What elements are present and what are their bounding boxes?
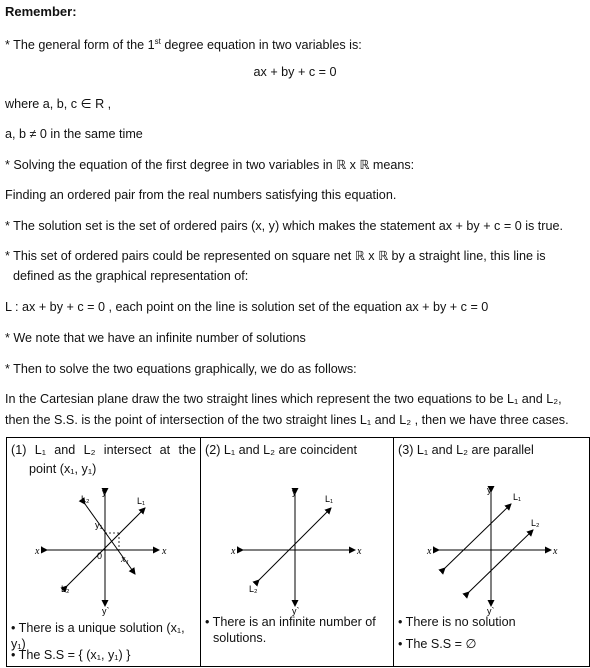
graphical-method-text: * Then to solve the two equations graphically, we do as follows:: [5, 362, 357, 376]
coefficients-domain-text: where a, b, c ∈ R ,: [5, 97, 112, 111]
line-l1: [445, 504, 511, 568]
square-net-text-line1: * This set of ordered pairs could be represented on square net ℝ x ℝ by a straight line, this line is: [5, 249, 546, 263]
case3-bullet-none: • There is no solution: [398, 615, 516, 629]
case3-heading: (3) L₁ and L₂ are parallel: [398, 443, 534, 457]
x-axis-label: x: [553, 546, 558, 557]
coefficients-condition-text: a, b ≠ 0 in the same time: [5, 127, 143, 141]
l2-label-bottom: L₂: [61, 584, 70, 594]
y-neg-axis-label: y`: [487, 606, 495, 616]
line-definition-text: L : ax + by + c = 0 , each point on the line is solution set of the equation ax + by + c = 0: [5, 300, 489, 314]
y-neg-axis-label: y`: [292, 606, 300, 616]
general-form-text: * The general form of the 1st degree equation in two variables is:: [5, 37, 362, 53]
general-equation: ax + by + c = 0: [253, 65, 337, 79]
line-l1: [67, 508, 145, 586]
y-axis-label: y: [487, 485, 492, 495]
l2-label: L₂: [531, 518, 540, 528]
square-net-text-line2: defined as the graphical representation of:: [13, 269, 249, 283]
l2-label-top: L₂: [81, 494, 90, 504]
x-axis-label: x: [357, 546, 362, 557]
ordered-pair-text: Finding an ordered pair from the real numbers satisfying this equation.: [5, 188, 397, 202]
solution-set-text: * The solution set is the set of ordered pairs (x, y) which makes the statement ax + by + c = 0 is true.: [5, 219, 564, 233]
solving-meaning-text: * Solving the equation of the first degree in two variables in ℝ x ℝ means:: [5, 158, 415, 172]
x-neg-axis-label: x`: [35, 546, 43, 557]
origin-label: 0: [97, 551, 103, 561]
l1-label: L₁: [513, 492, 522, 502]
infinite-solutions-text: * We note that we have an infinite number of solutions: [5, 331, 306, 345]
case-coincident: [201, 438, 394, 667]
cartesian-plane-text: In the Cartesian plane draw the two straight lines which represent the two equations to be L₁ and L₂,: [5, 392, 562, 406]
l1-label: L₁: [137, 496, 146, 506]
cases-table: [6, 437, 590, 667]
case2-heading: (2) L₁ and L₂ are coincident: [205, 443, 357, 457]
y1-label: y₁: [95, 520, 103, 530]
l2-label: L₂: [249, 584, 258, 594]
x-axis-label: x: [162, 546, 167, 557]
y-axis-label: y: [292, 487, 297, 497]
case1-bullet-unique: • There is a unique solution (x₁, y₁): [11, 621, 185, 651]
parallel-lines-graph: [427, 485, 559, 616]
case1-heading: (1) L₁ and L₂ intersect at the point (x₁, y₁): [11, 443, 196, 476]
case-parallel: [394, 438, 590, 667]
coincident-lines-graph: [231, 487, 363, 616]
x1-label: x₁: [121, 554, 129, 565]
case2-bullet-infinite: • There is an infinite number of solutions.: [205, 615, 376, 645]
y-axis-label: y: [102, 487, 107, 497]
x-neg-axis-label: x`: [231, 546, 239, 557]
line-l2: [469, 530, 533, 592]
intersecting-lines-graph: [35, 487, 167, 616]
case3-bullet-ss: • The S.S = ∅: [398, 637, 477, 651]
page-title: Remember:: [5, 4, 77, 19]
case1-bullet-ss: • The S.S = { (x₁, y₁) }: [11, 648, 131, 662]
three-cases-text: then the S.S. is the point of intersection of the two straight lines L₁ and L₂ , then we have three cases.: [5, 413, 569, 427]
x-neg-axis-label: x`: [427, 546, 435, 557]
case-intersecting: [7, 438, 201, 667]
y-neg-axis-label: y`: [102, 606, 110, 616]
l1-label: L₁: [325, 494, 334, 504]
